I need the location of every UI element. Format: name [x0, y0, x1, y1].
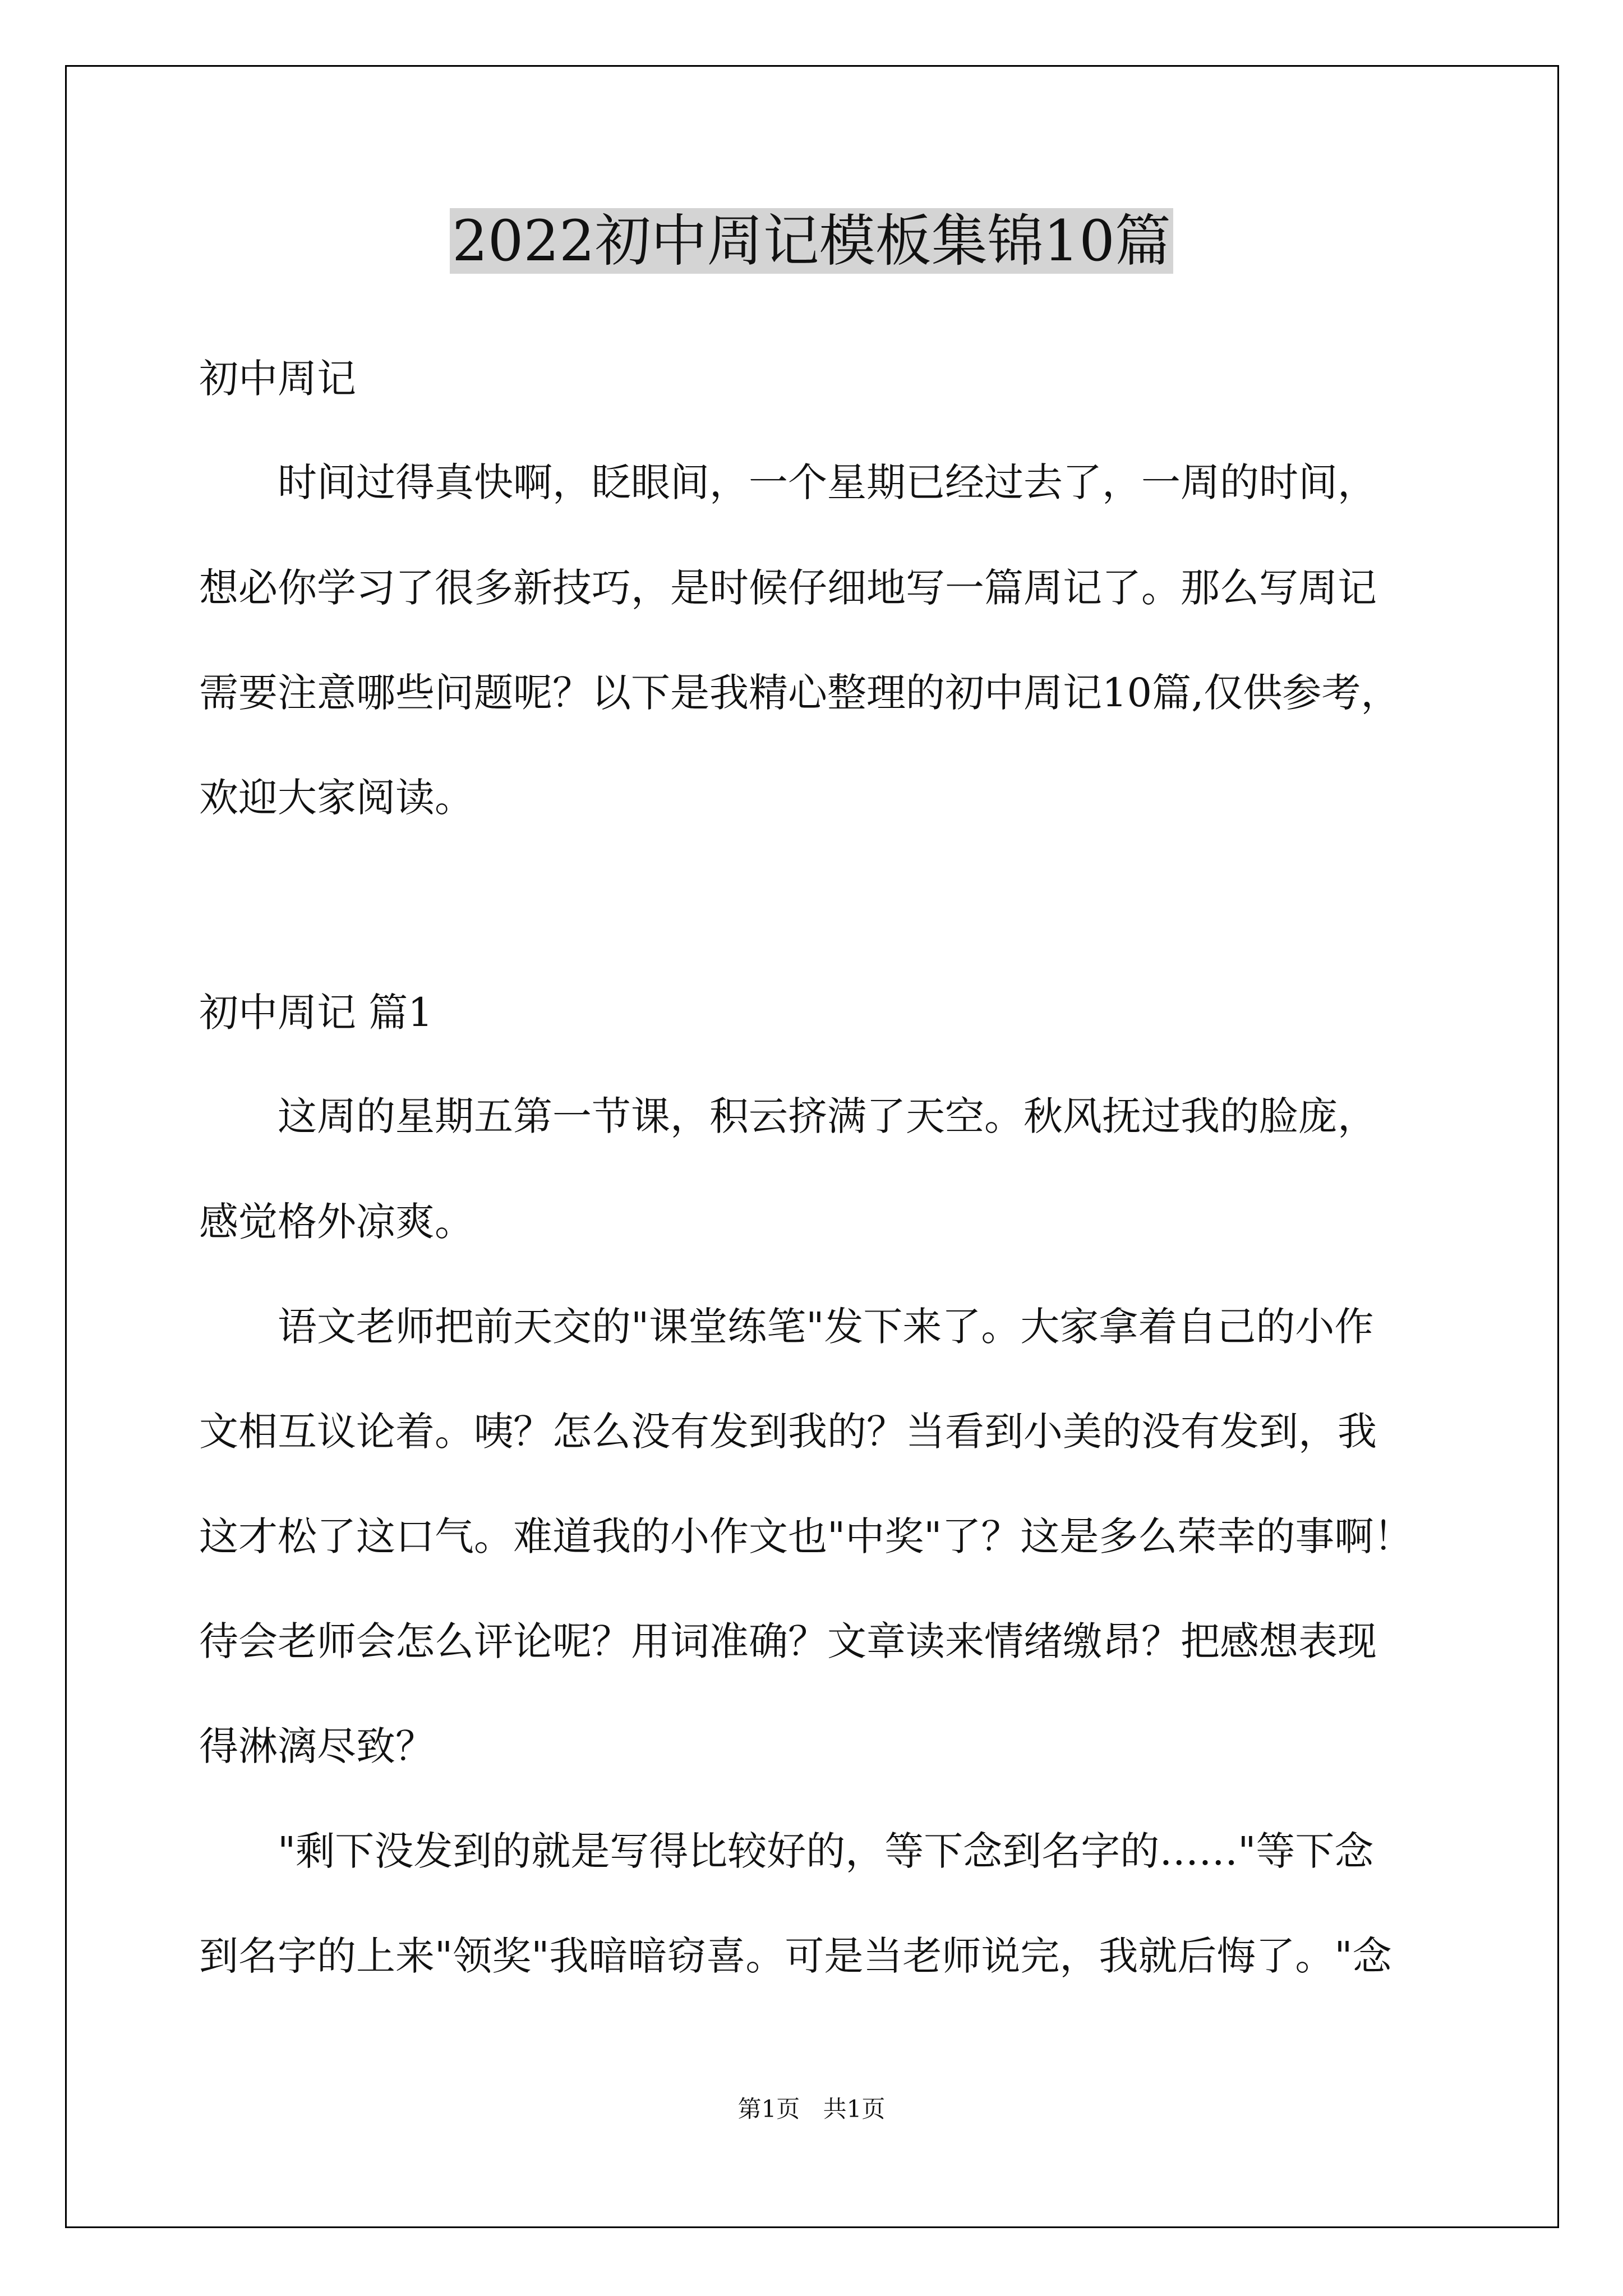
section-heading: 初中周记 篇1: [199, 990, 433, 1036]
paragraph-line: 这才松了这口气。难道我的小作文也"中奖"了？这是多么荣幸的事啊！: [199, 1513, 1413, 1559]
paragraph-line: 欢迎大家阅读。: [199, 775, 474, 821]
paragraph-line: 待会老师会怎么评论呢？用词准确？文章读来情绪缴昂？把感想表现: [199, 1618, 1377, 1664]
paragraph-line: 文相互议论着。咦？怎么没有发到我的？当看到小美的没有发到，我: [199, 1409, 1377, 1455]
paragraph-line: 需要注意哪些问题呢？以下是我精心整理的初中周记10篇,仅供参考，: [199, 670, 1400, 716]
page-footer: [0, 2092, 1623, 2126]
paragraph-line: 得淋漓尽致？: [199, 1723, 435, 1769]
page-number-current: 第1页: [737, 2095, 800, 2123]
page-number-total: 共1页: [823, 2095, 886, 2123]
paragraph-line: 想必你学习了很多新技巧，是时候仔细地写一篇周记了。那么写周记: [199, 565, 1377, 611]
section-heading: 初中周记: [199, 356, 356, 402]
paragraph-line: 时间过得真快啊，眨眼间，一个星期已经过去了，一周的时间，: [278, 459, 1377, 505]
document-title-text: 2022初中周记模板集锦10篇: [450, 208, 1173, 274]
paragraph-line: 到名字的上来"领奖"我暗暗窃喜。可是当老师说完，我就后悔了。"念: [199, 1933, 1392, 1979]
paragraph-line: "剩下没发到的就是写得比较好的，等下念到名字的……"等下念: [278, 1828, 1374, 1874]
document-title: [0, 199, 1623, 283]
paragraph-line: 感觉格外凉爽。: [199, 1199, 474, 1245]
paragraph-line: 这周的星期五第一节课，积云挤满了天空。秋风抚过我的脸庞，: [278, 1093, 1377, 1139]
paragraph-line: 语文老师把前天交的"课堂练笔"发下来了。大家拿着自己的小作: [278, 1304, 1374, 1350]
